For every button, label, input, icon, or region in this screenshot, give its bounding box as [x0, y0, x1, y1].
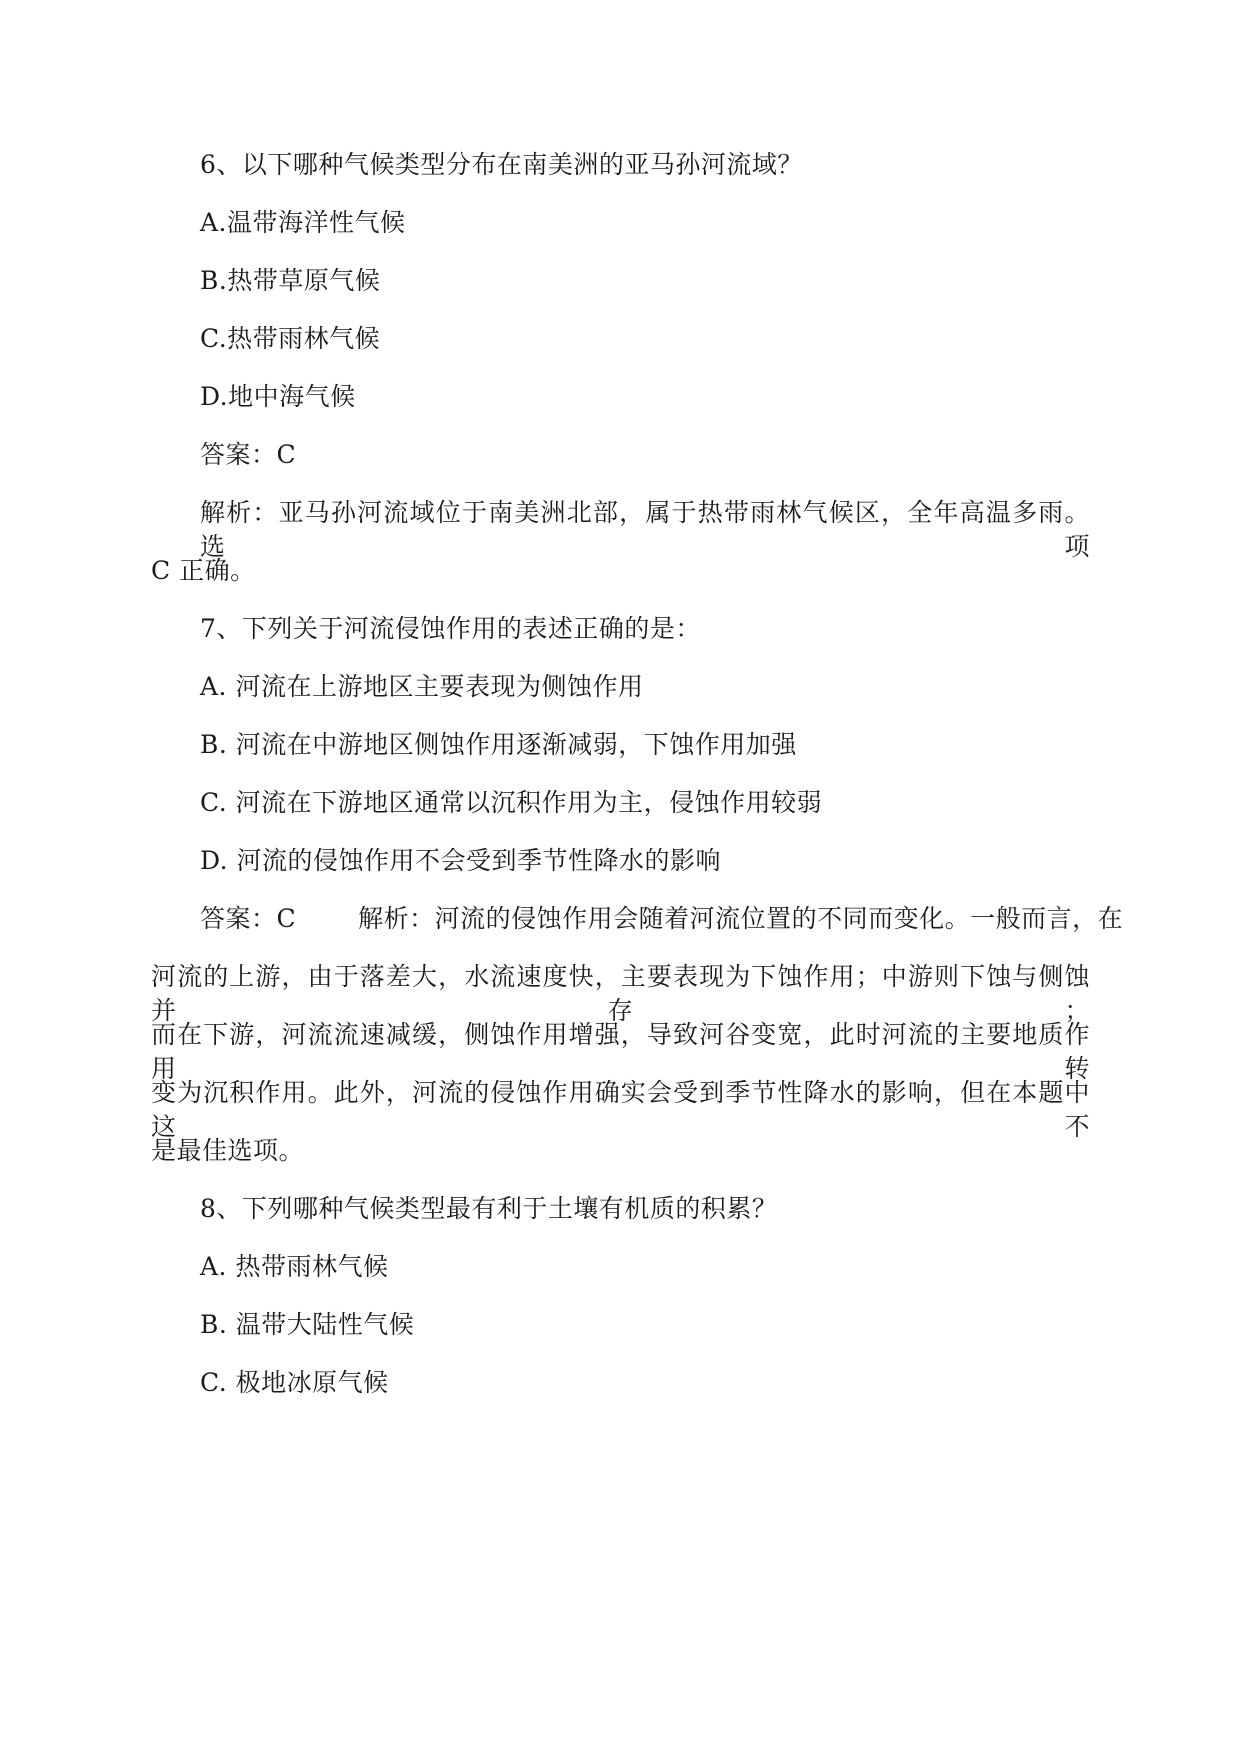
question-7-stem: 7、下列关于河流侵蚀作用的表述正确的是：: [200, 614, 701, 643]
question-7-analysis-line-2: 河流的上游，由于落差大，水流速度快，主要表现为下蚀作用；中游则下蚀与侧蚀并存；: [151, 962, 1090, 1025]
question-8-option-b: B. 温带大陆性气候: [200, 1310, 415, 1339]
question-7-analysis-line-4: 变为沉积作用。此外，河流的侵蚀作用确实会受到季节性降水的影响，但在本题中这不: [151, 1078, 1090, 1141]
question-7-option-b: B. 河流在中游地区侧蚀作用逐渐减弱，下蚀作用加强: [200, 730, 797, 759]
question-6-analysis-line-2: C 正确。: [151, 556, 256, 585]
question-7-analysis-line-5: 是最佳选项。: [151, 1136, 305, 1165]
question-7-answer-analysis-line: [200, 902, 1124, 936]
question-6-answer: 答案：C: [200, 440, 297, 469]
question-7-option-c: C. 河流在下游地区通常以沉积作用为主，侵蚀作用较弱: [200, 788, 823, 817]
question-8-option-a: A. 热带雨林气候: [200, 1252, 389, 1281]
question-6-option-c: C.热带雨林气候: [200, 324, 381, 353]
question-7-option-a: A. 河流在上游地区主要表现为侧蚀作用: [200, 672, 644, 701]
question-6-option-b: B.热带草原气候: [200, 266, 381, 295]
question-7-answer: 答案：C: [200, 904, 297, 933]
question-7-analysis-start: 解析：河流的侵蚀作用会随着河流位置的不同而变化。一般而言，在: [358, 904, 1124, 933]
question-7-analysis-line-3: 而在下游，河流流速减缓，侧蚀作用增强，导致河谷变宽，此时河流的主要地质作用转: [151, 1020, 1090, 1083]
question-6-stem: 6、以下哪种气候类型分布在南美洲的亚马孙河流域？: [200, 150, 803, 179]
question-6-option-d: D.地中海气候: [200, 382, 356, 411]
question-8-option-c: C. 极地冰原气候: [200, 1368, 389, 1397]
question-6-analysis-line-1: 解析：亚马孙河流域位于南美洲北部，属于热带雨林气候区，全年高温多雨。选项: [200, 498, 1090, 561]
question-6-option-a: A.温带海洋性气候: [200, 208, 406, 237]
question-7-option-d: D. 河流的侵蚀作用不会受到季节性降水的影响: [200, 846, 722, 875]
question-8-stem: 8、下列哪种气候类型最有利于土壤有机质的积累？: [200, 1194, 778, 1223]
